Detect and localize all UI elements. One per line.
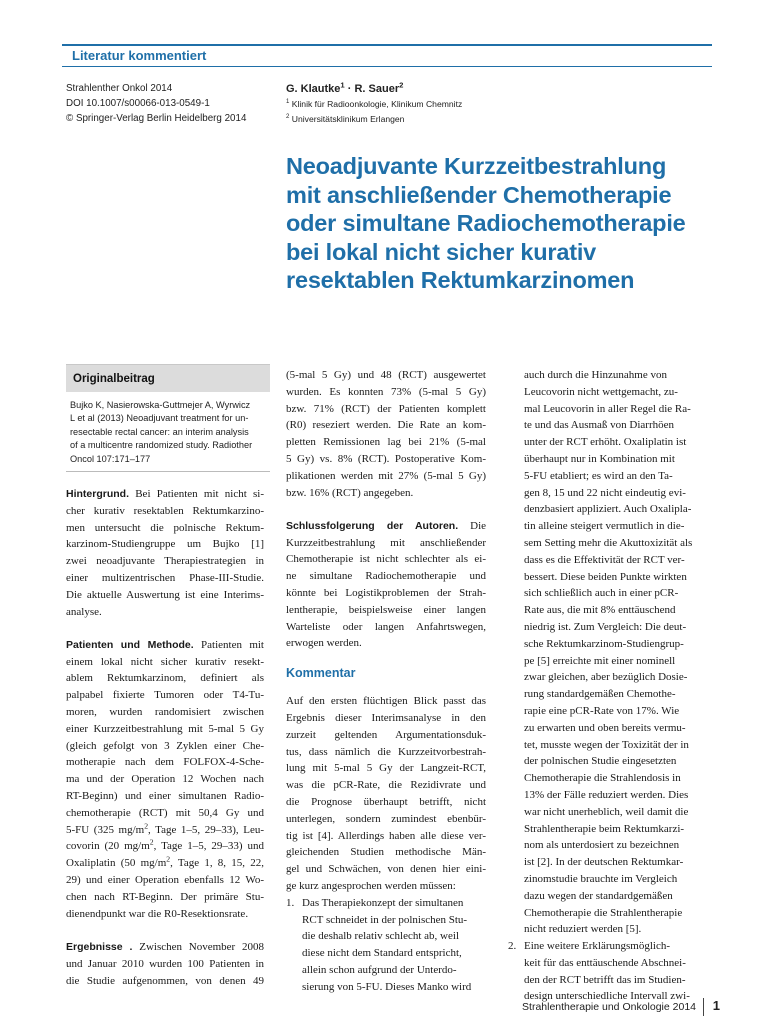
text-line: überhaupt nur in Kombination mit [524,452,675,465]
text-line: dienendpunkt war die R0-Resektionsrate. [66,907,249,920]
affiliation-1 [286,97,716,112]
text-line: war nicht unerheblich, weil damit die [524,805,689,818]
heading-ergebnisse: Ergebnisse . [66,940,133,953]
superscript: 2 [166,854,171,864]
text-line: (R0) reseziert werden. Die Rate an kom- [286,419,486,432]
affiliation-2 [286,112,716,127]
text-line: pletten Remissionen lag bei 21% (5-mal [286,436,486,449]
text-line: ge kurz angesprochen werden müssen: [286,880,456,893]
text-line: chen nach RT-Beginn. Der primäre Stu- [66,890,264,903]
text-fragment: , Tage 1, 8, 15, 22, [170,857,264,870]
text-line: plikationen werden mit 27% (5-mal 5 Gy) [286,469,486,482]
text-fragment: , Tage 1–5, 29–33) und [153,840,264,853]
author-2: R. Sauer [354,83,400,95]
list-item-2 [508,938,708,955]
text-line: tig ist [4]. Allerdings haben alle diese ver- [286,829,486,842]
text-line: tus, dass nämlich die Kurzzeitvorbestrah- [286,745,486,758]
text-line: motherapie nach dem FOLFOX-4-Sche- [66,756,264,769]
text-line: zwar gleichen, aber bezüglich Dosie- [524,671,688,684]
original-article-box [66,364,270,466]
list-number: 1. [286,896,295,909]
citation-copyright: © Springer-Verlag Berlin Heidelberg 2014 [66,113,247,124]
box-line: resectable rectal cancer: an interim analysis [70,426,249,437]
text-line: tin alleine steigert vermutlich in die- [524,520,685,533]
text-line: die Studie aufgenommen, von denen 49 [66,974,264,987]
text-line: Eine weitere Erklärungsmöglich- [524,940,671,953]
text-line: zwei neoadjuvante Therapiestrategien in [66,555,264,568]
text-line: den der RCT betrifft das im Studien- [524,973,686,986]
text-line: könnte bei Logistikproblemen der Strah- [286,587,486,600]
title-line: oder simultane Radiochemotherapie [286,210,686,236]
text-line: 29) und einer Operation ebenfalls 12 Wo- [66,874,264,887]
page-footer [490,998,720,1020]
text-line [66,855,264,872]
text-line: ne simultane Radiochemotherapie und [286,570,486,583]
text-line: 5-FU etabliert; es wird an den Ta- [524,469,673,482]
text-fragment: 5-FU (325 mg/m [66,823,145,836]
text-line: bzw. 16% (RCT) angegeben. [286,486,414,499]
text-line: mal Leucovorin in aller Regel die Ra- [524,402,691,415]
text-line: karzinom-Studiengruppe um Bujko [1] [66,538,264,551]
text-line: ablem Rektumkarzinom, definiert als [66,672,264,685]
text-line: zu erwarten und oben bereits vermu- [524,721,686,734]
box-rule-bottom [66,471,270,472]
box-heading: Originalbeitrag [66,364,270,392]
text-line: dass es die Effektivität der RCT ver- [524,553,685,566]
title-line: bei lokal nicht sicher kurativ [286,238,597,265]
footer-journal: Strahlentherapie und Onkologie 2014 [522,1001,696,1013]
section-header [62,44,712,68]
affiliation-2-text: Universitätsklinikum Erlangen [289,114,405,124]
column-2 [286,367,486,996]
author-1: G. Klautke [286,83,341,95]
author-separator: · [344,83,355,95]
text-line: chemotherapie (RCT) mit 50,4 Gy und [66,806,264,819]
box-reference [66,392,270,466]
box-line: L et al (2013) Neoadjuvant treatment for un- [70,413,249,424]
text-fragment: covorin (20 mg/m [66,840,150,853]
text-line: sem Setting mehr die Akuttoxizität als [524,536,693,549]
text-line: lentherapie, beispielsweise einer langen [286,603,486,616]
text-line: nom als unterdosiert zu bezeichnen [524,839,680,852]
text-line: Patienten mit [193,638,264,651]
text-line: men untersucht die polnische Rektum- [66,521,264,534]
text-line: zurzeit geltenden Argumentationsduk- [286,728,486,741]
text-line: Chemotherapie die Strahlendosis in [524,772,681,785]
title-line: mit anschließender Chemotherapie [286,181,672,208]
text-line: keit für das enttäuschende Abschnei- [524,956,686,969]
text-line: einer Kurzzeitbestrahlung mit 5-mal 5 Gy [66,722,264,735]
text-line: gel und Schwächen, von denen hier eini- [286,863,486,876]
text-line: 13% der Fälle reduziert werden. Dies [524,788,689,801]
text-line: sierung von 5-FU. Dieses Manko wird [302,980,472,993]
title-line: resektablen Rektumkarzinomen [286,267,635,293]
text-line: moren, wurden randomisiert zwischen [66,706,264,719]
text-line: lung mit 5-mal 5 Gy der Langzeit-RCT, [286,762,486,775]
column-1 [66,486,264,989]
box-line: of a multicentre randomized study. Radiother [70,440,253,451]
citation-doi: DOI 10.1007/s00066-013-0549-1 [66,98,210,109]
author-2-sup: 2 [399,80,404,90]
text-line: bessert. Diese beiden Punkte wirkten [524,570,687,583]
text-line: palpabel fixierte Tumoren oder T4-Tu- [66,689,264,702]
text-line: die deshalb relativ schlecht ab, weil [302,930,459,943]
text-line: dazu wegen der standardgemäßen [524,889,673,902]
text-line: unterlegen, sondern zumindest ebenbür- [286,812,486,825]
text-line: Leucovorin nicht wettgemacht, zu- [524,385,678,398]
text-line [66,822,264,839]
text-line: RT-Beginn) und einer simultanen Radio- [66,790,264,803]
text-line: einer multizentrischen Phase-III-Studie. [66,571,264,584]
text-line: design unterschiedliche Intervall zwi- [524,990,690,1003]
affiliation-1-num: 1 [286,99,290,106]
citation-block [66,81,271,126]
text-line: Warteliste oder langen Anfahrtswegen, [286,620,486,633]
text-line: Das Therapiekonzept der simultanen [302,896,464,909]
section-rule-top [62,44,712,46]
text-line: bzw. 71% (RCT) der Patienten komplett [286,402,486,415]
heading-schlussfolgerung: Schlussfolgerung der Autoren. [286,519,459,532]
text-line: der polnischen Studie eingesetzten [524,755,677,768]
text-line: sche Rektumkarzinom-Studiengrup- [524,637,684,650]
author-1-sup: 1 [340,80,345,90]
text-line: erwogen werden. [286,637,362,650]
text-line: Zwischen November 2008 [132,940,264,953]
text-line [66,838,264,855]
heading-methode: Patienten und Methode. [66,638,194,651]
authors-block [286,81,716,127]
text-line: rapie eine pCR-Rate von 17%. Wie [524,704,680,717]
text-line: sich schließlich auch in einer pCR- [524,587,679,600]
text-line: und Januar 2010 wurden 100 Patienten in [66,957,264,970]
text-line: nicht reduziert werden [5]. [524,923,642,936]
text-line: RCT schneidet in der polnischen Stu- [302,913,468,926]
author-names [286,81,716,97]
text-line: ist [2]. In der deutschen Rektumkar- [524,856,684,869]
list-item-1 [286,895,486,912]
text-line: wurden. Es konnten 73% (5-mal 5 Gy) [286,385,486,398]
text-line: Chemotherapie ist nicht schlechter als ei- [286,553,486,566]
superscript: 2 [149,837,154,847]
text-fragment: , Tage 1–5, 29–33), Leu- [148,823,264,836]
text-fragment: Oxaliplatin (50 mg/m [66,857,167,870]
text-line: Die aktuelle Auswertung ist eine Interims- [66,588,264,601]
box-line: Oncol 107:171–177 [70,453,151,464]
text-line: Auf den ersten flüchtigen Blick passt das [286,695,486,708]
affiliation-1-text: Klinik für Radioonkologie, Klinikum Chemnitz [289,99,463,109]
text-line: rung standardgemäßen Chemothe- [524,688,676,701]
text-line: Strahlentherapie beim Rektumkarzi- [524,822,685,835]
heading-kommentar: Kommentar [286,666,356,681]
citation-journal: Strahlenther Onkol 2014 [66,83,173,94]
text-line: (gleich gefolgt von 3 Zyklen einer Che- [66,739,264,752]
title-line: Neoadjuvante Kurzzeitbestrahlung [286,153,667,179]
text-line: allein schon aufgrund der Unterdo- [302,964,457,976]
column-3 [508,367,708,1005]
article-title [286,152,726,295]
superscript: 2 [144,820,149,830]
text-line: 5 Gy) vs. 8% (RCT). Postoperative Kom- [286,452,486,465]
text-line: Ergebnis dieser Interimsanalyse in den [286,712,486,725]
box-line: Bujko K, Nasierowska-Guttmejer A, Wyrwicz [70,400,251,410]
text-line: zinomstudie brauchte im Vergleich [524,872,678,885]
list-number: 2. [508,940,517,953]
text-line: cher kurativ resektablen Rektumkarzino- [66,504,264,517]
text-line: Chemotherapie die Strahlentherapie [524,906,683,919]
text-line: Bei Patienten mit nicht si- [129,488,264,500]
text-line: diese nicht dem Standard entspricht, [302,947,462,960]
section-rule-bottom [62,66,712,67]
text-line: was die pCR-Rate, die Rezidivrate und [286,779,486,792]
text-line: Die [458,519,487,532]
text-line: denzbasiert appliziert. Auch Oxalipla- [524,503,692,516]
text-line: tet, musste wegen der Toxizität der in [524,738,689,751]
text-line: unter der RCT erhöht. Oxaliplatin ist [524,436,687,449]
affiliation-2-num: 2 [286,114,290,121]
text-line: Kurzzeitbestrahlung mit anschließender [286,536,486,549]
text-line: gen 8, 15 und 22 nicht eindeutig evi- [524,486,686,499]
text-line: gleichenden Studien methodische Män- [286,846,486,859]
text-line: analyse. [66,605,102,618]
text-line: ma und der Operation 12 Wochen nach [66,773,264,786]
heading-hintergrund: Hintergrund. [66,488,129,500]
text-line: auch durch die Hinzunahme von [524,369,667,381]
text-line: einem lokal nicht sicher kurativ resekt- [66,655,264,668]
text-line: te und das Ausmaß von Diarrhöen [524,419,674,432]
text-line: die Prognose überhaupt betrifft, nicht [286,796,486,809]
text-line: pe [5] erreichte mit einer nominell [524,654,676,667]
footer-divider [703,998,704,1016]
page-number: 1 [712,998,720,1013]
text-line: Rate aus, die mit 8% enttäuschend [524,604,676,617]
text-line: niedrig ist. Zum Vergleich: Die deut- [524,620,687,633]
section-label: Literatur kommentiert [72,48,207,63]
text-line: (5-mal 5 Gy) und 48 (RCT) ausgewertet [286,369,486,381]
